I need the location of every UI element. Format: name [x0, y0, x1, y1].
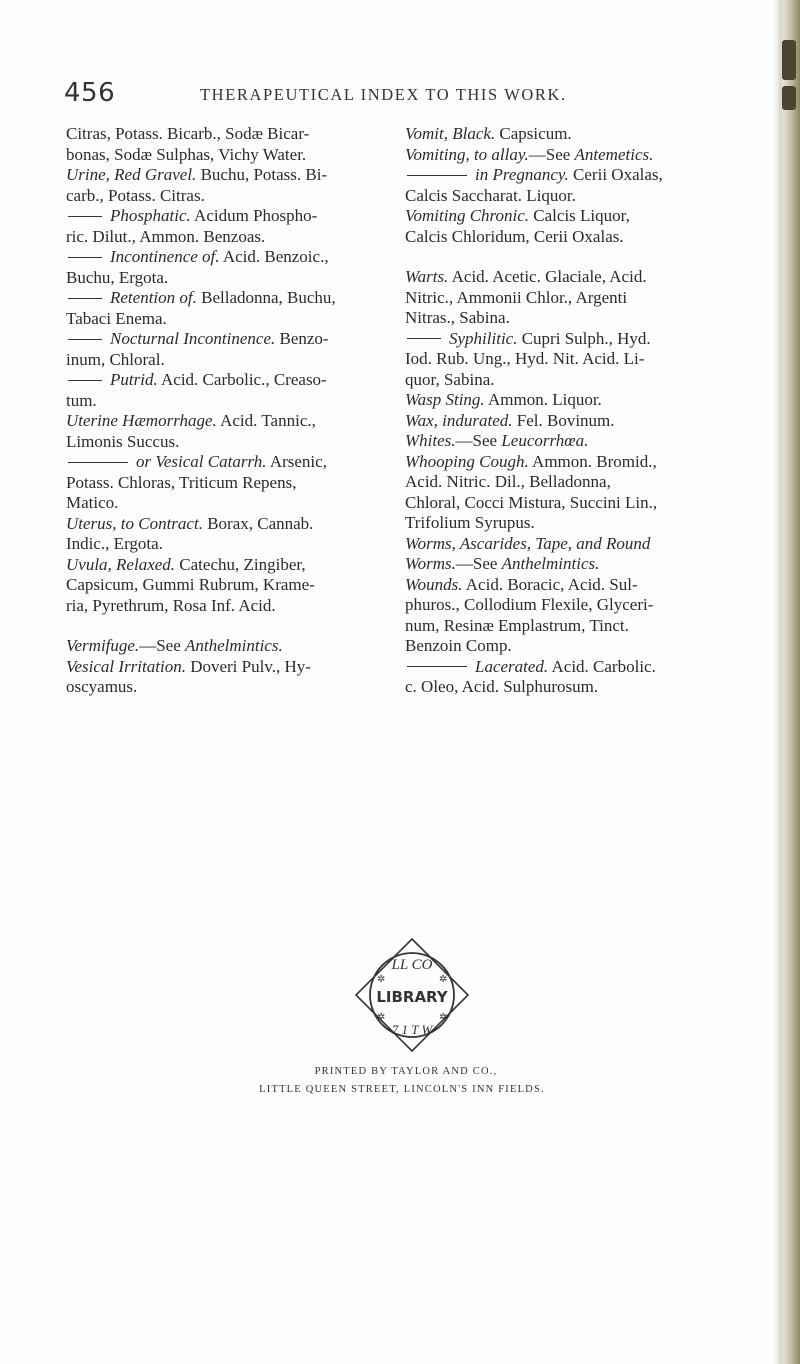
index-entry [405, 165, 747, 206]
entry-term: Uterine Hæmorrhage. [66, 411, 217, 430]
entry-remedies: Catechu, Zingiber, [175, 554, 306, 574]
entry-term: Urine, Red Gravel. [66, 165, 197, 184]
entry-line [66, 165, 382, 186]
entry-term: Uvula, Relaxed. [66, 554, 176, 574]
entry-remedies: Chloral, Cocci Mistura, Succini Lin., [405, 492, 658, 512]
index-entry [66, 124, 382, 165]
entry-remedies: Acid. Acetic. Glaciale, Acid. [448, 267, 647, 286]
index-entry [405, 267, 747, 329]
stamp-top-text: LL CO [391, 957, 433, 973]
entry-term: Whooping Cough. [405, 451, 529, 471]
entry-remedies: Nitric., Ammonii Chlor., Argenti [405, 287, 628, 307]
entry-line [405, 431, 747, 452]
entry-gap [66, 616, 382, 636]
entry-line [405, 206, 747, 227]
entry-remedies: Acid. Boracic, Acid. Sul- [462, 574, 638, 594]
entry-line [66, 411, 382, 432]
index-entry [66, 555, 382, 617]
page-number: 456 [64, 78, 116, 108]
entry-term: Incontinence of. [110, 247, 220, 266]
entry-line [66, 514, 382, 535]
index-entry [66, 452, 382, 514]
entry-remedies: Acid. Benzoic., [219, 247, 329, 266]
entry-remedies: ric. Dilut., Ammon. Benzoas. [66, 226, 266, 246]
entry-line [405, 493, 747, 514]
entry-line [66, 124, 382, 145]
entry-line [66, 657, 382, 678]
stamp-bottom-text: 7 1 T W [391, 1022, 433, 1037]
entry-line [405, 636, 747, 657]
entry-remedies: Capsicum. [495, 124, 572, 143]
index-entry [66, 329, 382, 370]
entry-line [405, 390, 747, 411]
entry-remedies: Belladonna, Buchu, [196, 288, 336, 307]
entry-line [405, 554, 747, 575]
entry-term: Vermifuge. [66, 636, 140, 655]
entry-term: Syphilitic. [449, 328, 518, 348]
entry-term: Whites. [405, 431, 456, 450]
entry-remedies: Iod. Rub. Ung., Hyd. Nit. Acid. Li- [405, 349, 645, 368]
entry-line [405, 534, 747, 555]
entry-line [405, 472, 747, 493]
ditto-dash [68, 216, 102, 217]
entry-term: Worms. [405, 554, 456, 573]
entry-line [405, 308, 747, 329]
entry-remedies: Doveri Pulv., Hy- [185, 656, 311, 676]
see-reference: Antemetics. [574, 144, 654, 164]
entry-line [405, 267, 747, 288]
see-label: —See [455, 431, 502, 450]
entry-line [405, 575, 747, 596]
entry-term: Putrid. [110, 370, 158, 389]
index-entry [66, 206, 382, 247]
entry-remedies: Nitras., Sabina. [405, 308, 510, 327]
printer-imprint-line2: LITTLE QUEEN STREET, LINCOLN'S INN FIELDS. [259, 1084, 545, 1095]
left-column [66, 124, 382, 698]
entry-line [405, 124, 747, 145]
entry-line [405, 227, 747, 248]
entry-remedies: Ammon. Liquor. [484, 390, 602, 409]
entry-line [405, 595, 747, 616]
entry-line [405, 329, 747, 350]
ditto-dash [407, 666, 467, 667]
index-entry [405, 431, 747, 452]
entry-term: Worms, Ascarides, Tape, and Round [405, 533, 651, 553]
entry-line [66, 206, 382, 227]
entry-remedies: Citras, Potass. Bicarb., Sodæ Bicar- [66, 124, 310, 143]
entry-line [66, 391, 382, 412]
entry-remedies: Acid. Carbolic. [548, 656, 656, 676]
edge-mark [782, 40, 796, 80]
entry-term: Vomiting Chronic. [405, 206, 530, 225]
entry-line [66, 309, 382, 330]
entry-line [405, 145, 747, 166]
page-edge-shadow [772, 0, 782, 1364]
entry-line [66, 493, 382, 514]
entry-term: Vomiting, to allay. [405, 144, 529, 164]
see-reference: Anthelmintics. [501, 554, 600, 573]
entry-remedies: Benzoin Comp. [405, 636, 512, 655]
entry-remedies: Acid. Nitric. Dil., Belladonna, [405, 472, 611, 491]
entry-line [66, 575, 382, 596]
entry-line [405, 677, 747, 698]
entry-term: Warts. [405, 267, 449, 286]
see-label: —See [455, 554, 502, 573]
entry-term: Wasp Sting. [405, 390, 485, 409]
entry-term: Wax, indurated. [405, 410, 513, 430]
entry-remedies: Arsenic, [266, 452, 327, 471]
index-entry [405, 390, 747, 411]
edge-mark [782, 86, 796, 110]
entry-remedies: Acidum Phospho- [190, 206, 318, 225]
entry-line [66, 329, 382, 350]
entry-line [66, 350, 382, 371]
entry-term: Vomit, Black. [405, 124, 496, 143]
entry-line [66, 432, 382, 453]
entry-remedies: Acid. Carbolic., Creaso- [157, 370, 327, 389]
entry-remedies: Trifolium Syrupus. [405, 513, 535, 532]
entry-line [66, 473, 382, 494]
entry-remedies: Borax, Cannab. [202, 513, 314, 533]
entry-line [405, 186, 747, 207]
entry-line [66, 288, 382, 309]
entry-term: Phosphatic. [110, 206, 191, 225]
entry-remedies: Buchu, Ergota. [66, 267, 169, 287]
entry-line [405, 411, 747, 432]
index-entry [405, 534, 747, 575]
entry-line [66, 268, 382, 289]
ditto-dash [68, 339, 102, 340]
ditto-dash [407, 338, 441, 339]
index-entry [405, 124, 747, 145]
entry-remedies: phuros., Collodium Flexile, Glyceri- [405, 595, 654, 614]
entry-line [66, 452, 382, 473]
stamp-star-icon: ✲ [439, 1012, 448, 1023]
index-entry [405, 657, 747, 698]
ditto-dash [68, 380, 102, 381]
entry-term: Wounds. [405, 574, 463, 594]
index-entry [405, 329, 747, 391]
entry-remedies: Benzo- [275, 329, 329, 348]
index-entry [66, 247, 382, 288]
ditto-dash [68, 462, 128, 463]
see-label: —See [139, 636, 185, 655]
stamp-star-icon: ✲ [439, 974, 448, 985]
entry-line [66, 227, 382, 248]
entry-term: in Pregnancy. [475, 165, 569, 184]
entry-remedies: Calcis Saccharat. Liquor. [405, 185, 576, 205]
entry-remedies: Capsicum, Gummi Rubrum, Krame- [66, 575, 315, 594]
entry-remedies: carb., Potass. Citras. [66, 185, 205, 205]
entry-remedies: Calcis Chloridum, Cerii Oxalas. [405, 226, 624, 246]
entry-remedies: ria, Pyrethrum, Rosa Inf. Acid. [66, 595, 276, 615]
stamp-star-icon: ✲ [377, 974, 386, 985]
see-reference: Leucorrhœa. [501, 431, 589, 450]
entry-line [405, 452, 747, 473]
entry-line [405, 370, 747, 391]
entry-remedies: Acid. Tannic., [216, 411, 316, 430]
entry-term: Uterus, to Contract. [66, 513, 203, 533]
entry-remedies: Ammon. Bromid., [528, 451, 657, 471]
entry-line [66, 186, 382, 207]
entry-remedies: Potass. Chloras, Triticum Repens, [66, 472, 297, 492]
entry-remedies: num, Resinæ Emplastrum, Tinct. [405, 615, 629, 635]
see-label: —See [528, 144, 575, 164]
entry-remedies: oscyamus. [66, 677, 138, 696]
entry-remedies: Matico. [66, 493, 119, 512]
entry-remedies: Buchu, Potass. Bi- [196, 165, 328, 184]
entry-line [66, 596, 382, 617]
entry-line [405, 616, 747, 637]
entry-line [405, 349, 747, 370]
index-entry [405, 145, 747, 166]
entry-remedies: tum. [66, 390, 97, 410]
entry-term: or Vesical Catarrh. [136, 452, 267, 471]
entry-remedies: Cerii Oxalas, [568, 165, 663, 184]
index-entry [66, 514, 382, 555]
index-entry [405, 206, 747, 247]
index-entry [66, 411, 382, 452]
stamp-star-icon: ✲ [377, 1012, 386, 1023]
entry-remedies: quor, Sabina. [405, 369, 495, 389]
entry-line [405, 657, 747, 678]
entry-remedies: Indic., Ergota. [66, 534, 163, 553]
index-entry [66, 165, 382, 206]
index-entry [66, 288, 382, 329]
index-entry [405, 452, 747, 534]
entry-line [405, 288, 747, 309]
library-stamp [353, 936, 471, 1054]
entry-term: Lacerated. [475, 656, 549, 676]
entry-line [405, 165, 747, 186]
entry-term: Retention of. [110, 288, 197, 307]
index-entry [66, 370, 382, 411]
entry-remedies: Tabaci Enema. [66, 308, 167, 328]
see-reference: Anthelmintics. [184, 636, 283, 655]
entry-remedies: Calcis Liquor, [529, 206, 630, 225]
entry-remedies: inum, Chloral. [66, 349, 165, 369]
entry-term: Nocturnal Incontinence. [110, 329, 276, 348]
running-title: THERAPEUTICAL INDEX TO THIS WORK. [200, 85, 567, 104]
entry-line [66, 636, 382, 657]
entry-remedies: Limonis Succus. [66, 431, 180, 451]
entry-line [405, 513, 747, 534]
ditto-dash [68, 257, 102, 258]
entry-line [66, 370, 382, 391]
entry-line [66, 677, 382, 698]
ditto-dash [68, 298, 102, 299]
entry-remedies: Fel. Bovinum. [512, 410, 615, 430]
entry-remedies: Cupri Sulph., Hyd. [517, 328, 651, 348]
page-header [64, 78, 764, 108]
entry-line [66, 247, 382, 268]
right-column [405, 124, 747, 698]
printer-imprint-line1: PRINTED BY TAYLOR AND CO., [314, 1066, 498, 1077]
entry-term: Vesical Irritation. [66, 656, 186, 676]
index-entry [405, 411, 747, 432]
stamp-center-text: LIBRARY [376, 988, 448, 1006]
index-entry [66, 657, 382, 698]
entry-line [66, 555, 382, 576]
entry-gap [405, 247, 747, 267]
index-entry [405, 575, 747, 657]
entry-remedies: c. Oleo, Acid. Sulphurosum. [405, 677, 599, 696]
ditto-dash [407, 175, 467, 176]
entry-line [66, 145, 382, 166]
entry-remedies: bonas, Sodæ Sulphas, Vichy Water. [66, 144, 307, 164]
entry-line [66, 534, 382, 555]
index-entry [66, 636, 382, 657]
